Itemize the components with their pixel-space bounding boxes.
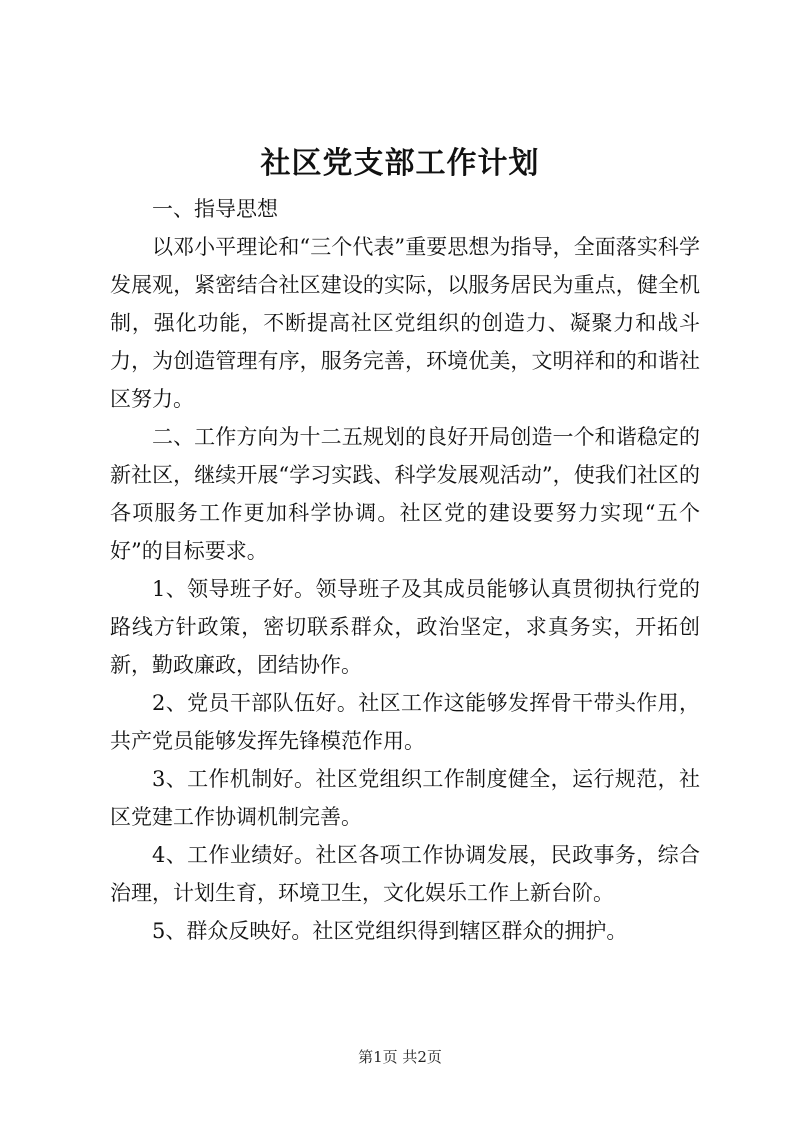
document-body	[110, 190, 700, 950]
paragraph-work-direction: 二、工作方向为十二五规划的良好开局创造一个和谐稳定的新社区，继续开展“学习实践、科学发展观活动”，使我们社区的各项服务工作更加科学协调。社区党的建设要努力实现“五个好”的目标要求。	[110, 425, 700, 563]
list-item-work-performance: 4、工作业绩好。社区各项工作协调发展，民政事务，综合治理，计划生育，环境卫生，文化娱乐工作上新台阶。	[110, 843, 700, 905]
paragraph-guiding-thought: 以邓小平理论和“三个代表”重要思想为指导，全面落实科学发展观，紧密结合社区建设的实际，以服务居民为重点，健全机制，强化功能，不断提高社区党组织的创造力、凝聚力和战斗力，为创造管理有序，服务完善，环境优美，文明祥和的和谐社区努力。	[110, 235, 700, 411]
list-item-public-feedback: 5、群众反映好。社区党组织得到辖区群众的拥护。	[152, 919, 628, 943]
page-number-footer: 第1页 共2页	[358, 1048, 442, 1066]
page-title: 社区党支部工作计划	[260, 146, 540, 181]
list-item-leadership: 1、领导班子好。领导班子及其成员能够认真贯彻执行党的路线方针政策，密切联系群众，政治坚定，求真务实，开拓创新，勤政廉政，团结协作。	[110, 577, 700, 677]
list-item-work-mechanism: 3、工作机制好。社区党组织工作制度健全，运行规范，社区党建工作协调机制完善。	[110, 767, 700, 829]
list-item-cadre-team: 2、党员干部队伍好。社区工作这能够发挥骨干带头作用，共产党员能够发挥先锋模范作用。	[110, 691, 700, 753]
section-heading-guiding-thought: 一、指导思想	[152, 197, 278, 221]
